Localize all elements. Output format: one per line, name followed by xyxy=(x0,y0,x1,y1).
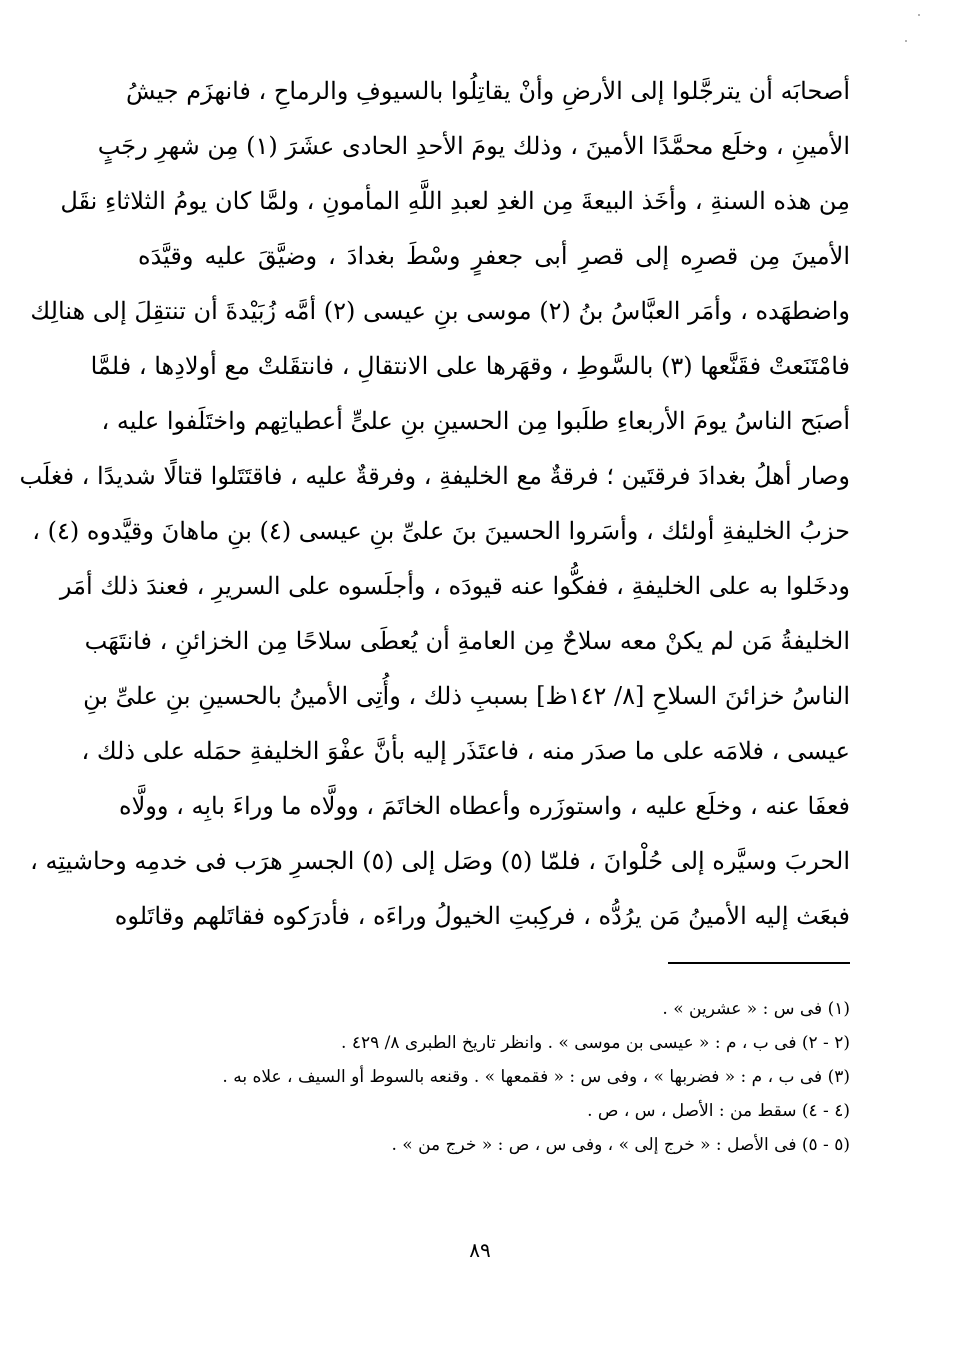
text-line: مِن هذه السنةِ ، وأخَذ البيعةَ مِن الغدِ لعبدِ اللَّهِ المأمونِ ، ولمَّا كان يومُ الثلاثاءِ نقَل xyxy=(60,187,850,215)
scan-speck xyxy=(918,14,920,16)
text-line: وصار أهلُ بغدادَ فرقتَين ؛ فرقةٌ مع الخليفةِ ، وفرقةٌ عليه ، فاقتَتَلوا قتالًا شديدًا ، فغلَب xyxy=(19,462,850,490)
text-line: الخليفةُ مَن لم يكنْ معه سلاحٌ مِن العامةِ أن يُعطَى سلاحًا مِن الخزائنِ ، فانتَهَب xyxy=(84,627,850,655)
text-line: فعفَا عنه ، وخلَع عليه ، واستوزَره وأعطاه الخاتَمَ ، وولَّاه ما وراءَ بابِه ، وولَّاه xyxy=(119,792,850,820)
page-number: ٨٩ xyxy=(469,1238,491,1262)
main-text xyxy=(19,64,850,944)
text-line: الناسُ خزائنَ السلاحِ [٨/ ١٤٢ظ] بسببِ ذلك ، وأُتِى الأمينُ بالحسينِ بنِ علىِّ بنِ xyxy=(83,682,850,710)
footnote: (٥ - ٥) فى الأصل : « خرج إلى » ، وفى س ، ص : « خرج من » . xyxy=(391,1135,850,1155)
footnote: (١) فى س : « عشرين » . xyxy=(662,999,850,1019)
text-line: أصحابَه أن يترجَّلوا إلى الأرضِ وأنْ يقاتِلُوا بالسيوفِ والرماحِ ، فانهزَم جيشُ xyxy=(125,77,850,105)
text-line: ودخَلوا به على الخليفةِ ، ففكُّوا عنه قيودَه ، وأجلَسوه على السريرِ ، فعندَ ذلك أمَر xyxy=(59,572,850,600)
footnote: (٢ - ٢) فى ب ، م : « عيسى بن موسى » . وانظر تاريخ الطبرى ٨/ ٤٢٩ . xyxy=(341,1033,850,1053)
text-line: الأمينِ ، وخلَع محمَّدًا الأمينَ ، وذلك يومَ الأحدِ الحادى عشَرَ (١) مِن شهرِ رجَبٍ xyxy=(97,132,850,160)
footnote-separator xyxy=(668,962,850,964)
text-line: فامْتَنَعتْ فقَنَّعها (٣) بالسَّوطِ ، وقهَرها على الانتقالِ ، فانتقَلتْ مع أولادِها ، فلمَّا xyxy=(90,352,850,380)
footnote: (٤ - ٤) سقط من : الأصل ، س ، ص . xyxy=(587,1101,850,1121)
footnote: (٣) فى ب ، م : « فضربها » ، وفى س : « فقمعها » . وقنعه بالسوط أو السيف ، علاه به . xyxy=(222,1067,850,1087)
text-line: أصبَح الناسُ يومَ الأربعاءِ طلَبوا مِن الحسينِ بنِ علىٍّ أعطياتِهم واختَلَفوا عليه ، xyxy=(101,407,850,435)
text-line: الأمينَ مِن قصرِه إلى قصرِ أبى جعفرٍ وسْطَ بغدادَ ، وضيَّقَ عليه وقيَّدَه xyxy=(138,242,850,270)
text-line: فبعَث إليه الأمينُ مَن يرُدُّه ، فركِبتِ الخيولُ وراءَه ، فأدرَكوه فقاتَلهم وقاتَلوه xyxy=(114,902,850,930)
text-line: عيسى ، فلامَه على ما صدَر منه ، فاعتَذَر إليه بأنَّ عفْوَ الخليفةِ حمَله على ذلك ، xyxy=(81,737,850,765)
text-line: الحربَ وسيَّره إلى حُلْوانَ ، فلمّا (٥) وصَل إلى (٥) الجسرِ هرَب فى خدمِه وحاشيتِه ، xyxy=(30,847,850,875)
text-line: حزبُ الخليفةِ أولئك ، وأسَروا الحسينَ بنَ علىِّ بنِ عيسى (٤) بنِ ماهانَ وقيَّدوه (٤) ، xyxy=(32,517,850,545)
footnotes xyxy=(222,992,850,1162)
scan-speck xyxy=(905,40,907,42)
text-line: واضطهَده ، وأمَر العبَّاسُ بنُ (٢) موسى بنِ عيسى (٢) أمَّه زُبَيْدةَ أن تنتقِلَ إلى هنالِك xyxy=(30,297,850,325)
